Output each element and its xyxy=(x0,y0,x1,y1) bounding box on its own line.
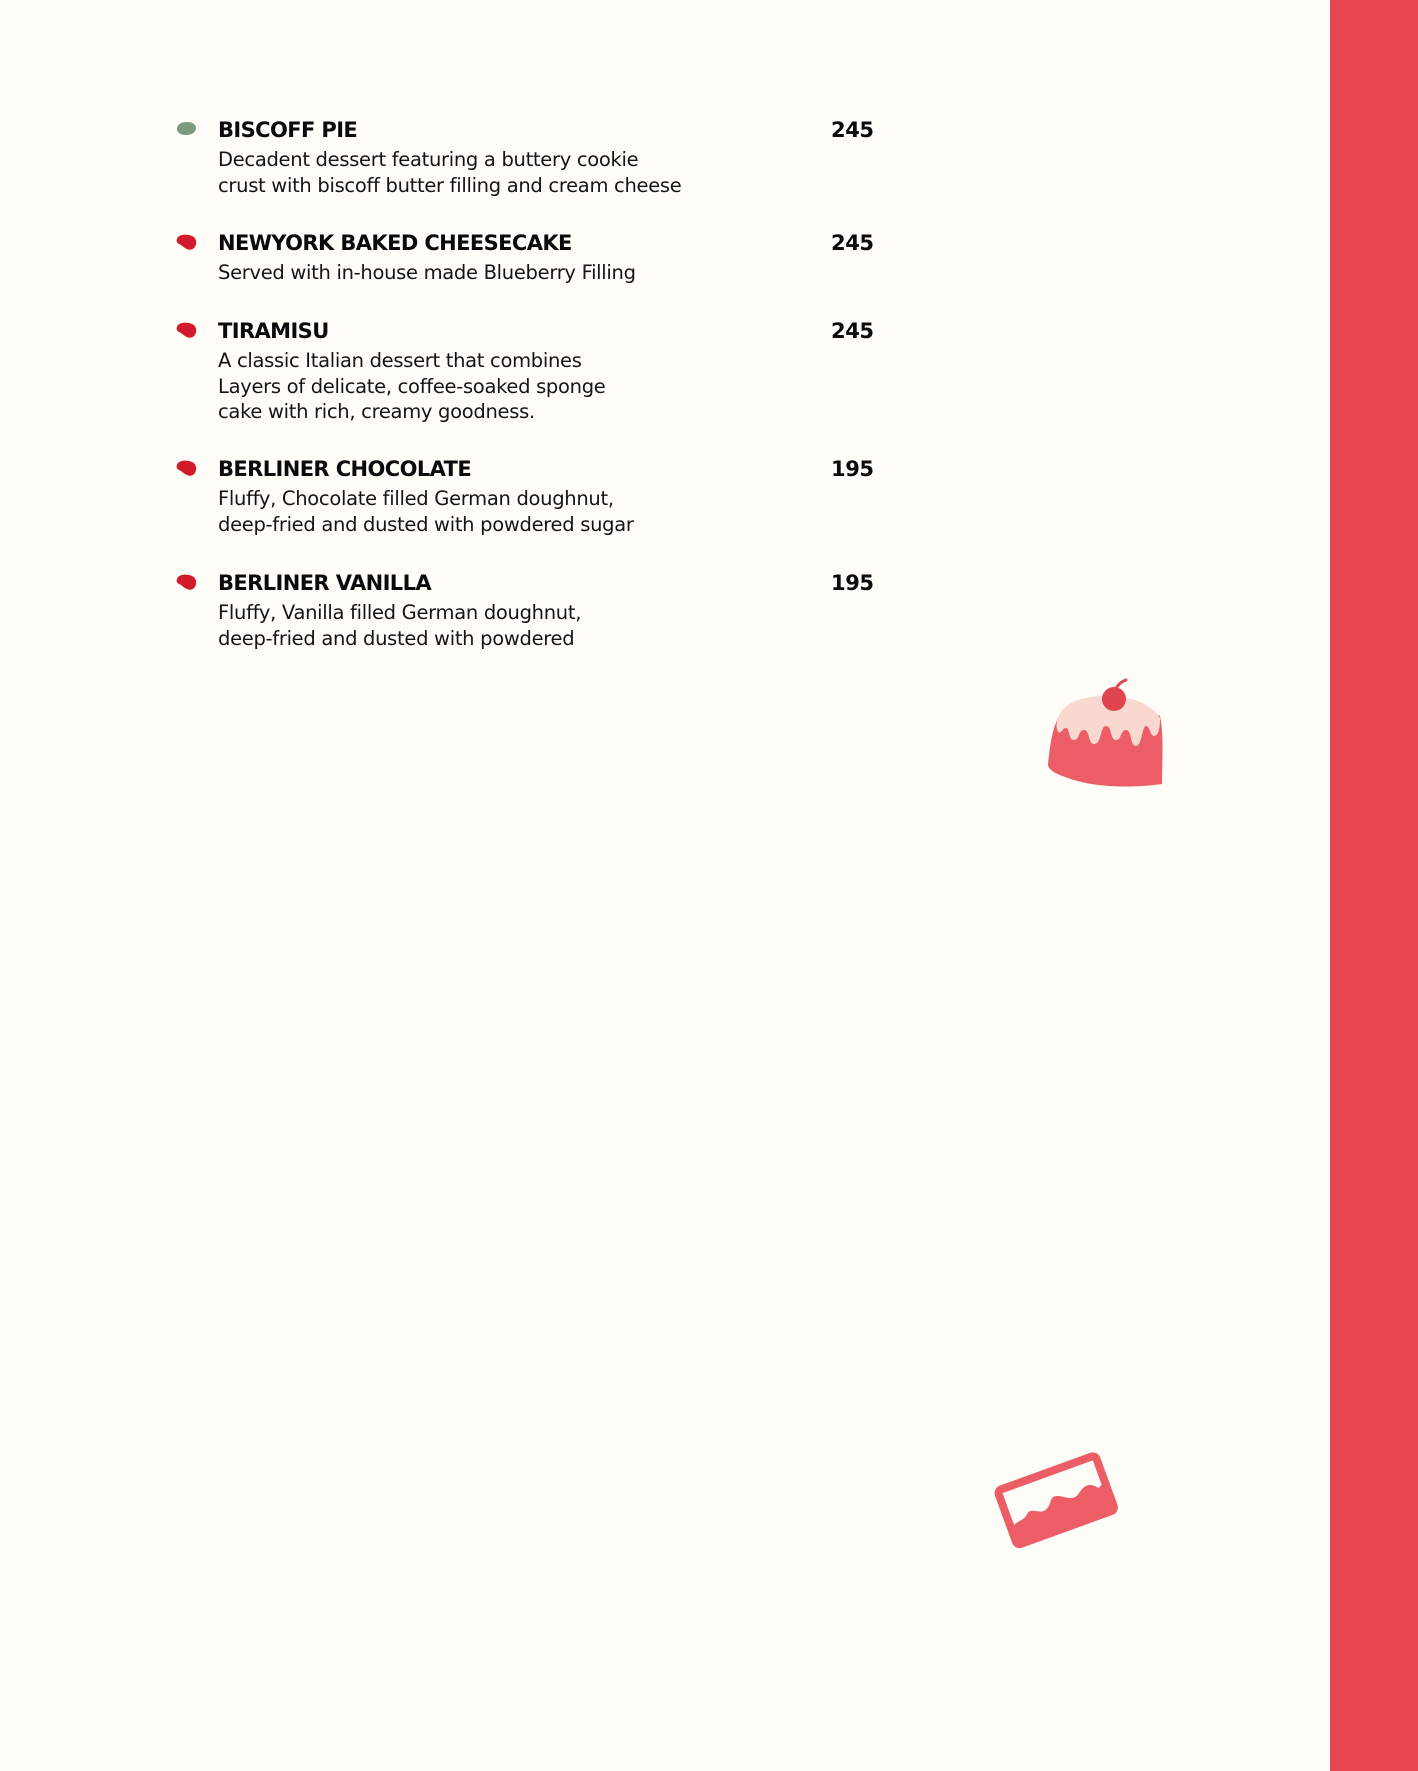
description-line: Layers of delicate, coffee-soaked sponge xyxy=(218,374,606,398)
red-dot-icon xyxy=(176,574,197,590)
item-price: 245 xyxy=(831,118,874,142)
item-description xyxy=(218,486,634,537)
item-price: 195 xyxy=(831,571,874,595)
item-name: NEWYORK BAKED CHEESECAKE xyxy=(218,231,572,255)
description-line: deep-fried and dusted with powdered xyxy=(218,626,575,650)
item-description xyxy=(218,147,681,198)
item-name: TIRAMISU xyxy=(218,319,329,343)
description-line: Fluffy, Chocolate filled German doughnut, xyxy=(218,487,614,510)
description-line: crust with biscoff butter filling and cream cheese xyxy=(218,173,682,197)
item-description xyxy=(218,600,581,651)
description-line: deep-fried and dusted with powdered sugar xyxy=(218,512,634,536)
item-price: 195 xyxy=(831,457,874,481)
item-description xyxy=(218,348,605,425)
item-price: 245 xyxy=(831,319,874,343)
green-dot-icon xyxy=(176,121,197,137)
red-dot-icon xyxy=(176,460,197,476)
dessert-menu-list xyxy=(0,0,1000,700)
item-price: 245 xyxy=(831,231,874,255)
description-line: A classic Italian dessert that combines xyxy=(218,349,582,372)
item-name: BISCOFF PIE xyxy=(218,118,358,142)
description-line: Served with in-house made Blueberry Filling xyxy=(218,261,636,284)
item-description xyxy=(218,260,636,286)
red-dot-icon xyxy=(176,322,197,338)
side-accent-band xyxy=(1330,0,1418,1771)
description-line: Decadent dessert featuring a buttery cookie xyxy=(218,148,639,171)
cake-with-cherry-icon xyxy=(1044,674,1166,790)
description-line: Fluffy, Vanilla filled German doughnut, xyxy=(218,601,582,624)
red-dot-icon xyxy=(176,234,197,250)
description-line: cake with rich, creamy goodness. xyxy=(218,400,535,423)
item-name: BERLINER CHOCOLATE xyxy=(218,457,472,481)
item-name: BERLINER VANILLA xyxy=(218,571,432,595)
cake-slice-icon xyxy=(990,1444,1118,1556)
